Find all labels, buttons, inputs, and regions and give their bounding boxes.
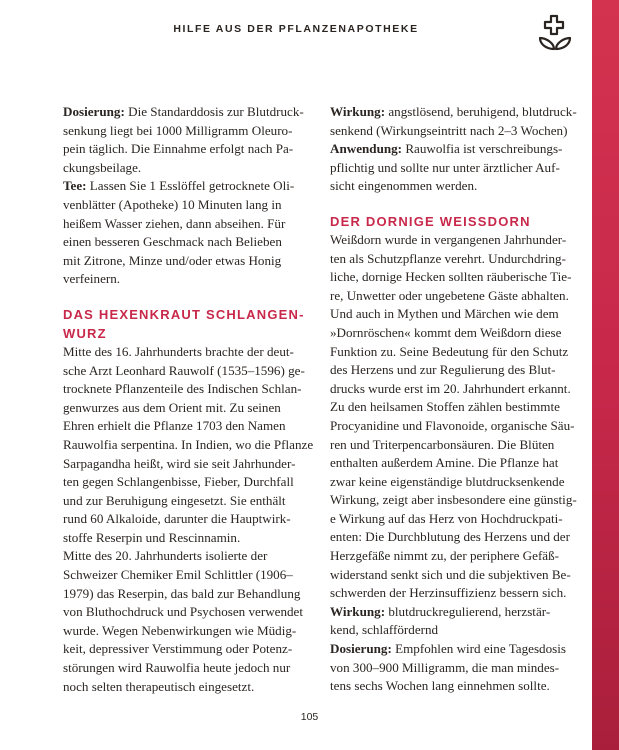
text-line: von Bluthochdruck und Psychosen verwendet <box>63 604 304 620</box>
text-line: Schweizer Chemiker Emil Schlittler (1906– <box>63 567 293 583</box>
text-line: venblätter (Apotheke) 10 Minuten lang in <box>63 196 282 212</box>
text-line: Rauwolfia ist verschreibungs- <box>402 141 563 157</box>
tee-paragraph <box>63 177 313 289</box>
text-line: ren und Triterpencarbonsäuren. Die Blüten <box>330 436 555 452</box>
text-line: Lassen Sie 1 Esslöffel getrocknete Oli- <box>86 178 295 194</box>
text-line: Weißdorn wurde in vergangenen Jahrhunder- <box>330 231 567 247</box>
text-line: »Dornröschen« kommt dem Weißdorn diese <box>330 324 562 340</box>
text-line: senkung liegt bei 1000 Milligramm Oleuro- <box>63 122 293 138</box>
text-line: einen besseren Geschmack nach Belieben <box>63 234 282 250</box>
text-line: ten gegen Schlangenbisse, Fieber, Durchfall <box>63 474 294 490</box>
text-line: Rauwolfia serpentina. In Indien, wo die Pflanze <box>63 436 314 452</box>
text-line: Sarpagandha heißt, wird sie seit Jahrhunder- <box>63 455 296 471</box>
text-line: noch selten therapeutisch eingesetzt. <box>63 678 255 694</box>
text-line: Zu den heilsamen Stoffen zählen bestimmte <box>330 399 560 415</box>
tee-label: Tee: <box>63 178 87 194</box>
left-column <box>63 103 313 696</box>
text-line: Funktion zu. Seine Bedeutung für den Schutz <box>330 343 569 359</box>
wirkung-label: Wirkung: <box>330 104 386 119</box>
text-line: verfeinern. <box>63 271 121 287</box>
wirkung2-label: Wirkung: <box>330 603 386 619</box>
text-line: e Wirkung auf das Herz von Hochdruckpati- <box>330 510 563 526</box>
text-line: drucks wurde erst im 20. Jahrhundert erkannt. <box>330 380 571 396</box>
text-line: pflichtig und sollte nur unter ärztlicher Auf- <box>330 159 560 175</box>
right-column <box>330 103 580 696</box>
text-line: störungen wird Rauwolfia heute jedoch nur <box>63 660 291 676</box>
text-line: Procyanidine und Flavonoide, organische Säu- <box>330 417 575 433</box>
text-line: schwerden der Herzinsuffizienz bessern sich. <box>330 585 567 601</box>
text-line: trocknete Pflanzenteile des Indischen Schlan- <box>63 381 302 397</box>
anwendung-label: Anwendung: <box>330 141 403 157</box>
page-number: 105 <box>300 711 319 723</box>
text-line: zwar keine eigenständige blutdrucksenkende <box>330 473 565 489</box>
text-line: enten: Die Durchblutung des Herzens und der <box>330 529 570 545</box>
running-header: HILFE AUS DER PFLANZENAPOTHEKE <box>173 23 419 35</box>
text-line: mit Zitrone, Minze und/oder etwas Honig <box>63 252 282 268</box>
wirkung2-paragraph <box>330 603 580 640</box>
text-line: von 300–900 Milligramm, die man mindes- <box>330 659 560 675</box>
section-heading-weissdorn: DER DORNIGE WEISSDORN <box>330 213 531 229</box>
heading-line: DAS HEXENKRAUT SCHLANGEN- <box>63 306 305 322</box>
text-line: ckungsbeilage. <box>63 159 142 175</box>
text-line: stoffe Reserpin und Rescinnamin. <box>63 529 241 545</box>
text-line: rund 60 Alkaloide, darunter die Hauptwirk- <box>63 511 291 527</box>
text-line: senkend (Wirkungseintritt nach 2–3 Wochen) <box>330 122 568 138</box>
text-line: kend, schlaffördernd <box>330 622 439 638</box>
text-line: und zur Beruhigung eingesetzt. Sie enthält <box>63 492 286 508</box>
anwendung-paragraph <box>330 140 580 196</box>
sidebar-accent-stripe <box>592 0 619 750</box>
schlangenwurz-body <box>63 343 313 696</box>
text-line: widerstand senkt sich und die subjektiven Be- <box>330 566 571 582</box>
heading-line: WURZ <box>63 325 107 341</box>
text-line: Empfohlen wird eine Tagesdosis <box>391 641 566 657</box>
wirkung-paragraph <box>330 103 580 140</box>
dosierung2-label: Dosierung: <box>330 641 392 657</box>
text-line: Herzgefäße nimmt zu, der periphere Gefäß- <box>330 548 560 564</box>
text-line: tens sechs Wochen lang einnehmen sollte. <box>330 678 550 694</box>
text-line: heißem Wasser ziehen, dann abseihen. Für <box>63 215 286 231</box>
text-line: angstlösend, beruhigend, blutdruck- <box>385 104 577 119</box>
text-line: enthalten außerdem Amine. Die Pflanze hat <box>330 455 559 471</box>
text-line: sicht eingenommen werden. <box>330 178 478 194</box>
text-line: Und auch in Mythen und Märchen wie dem <box>330 306 559 322</box>
text-line: Ehren erhielt die Pflanze 1703 den Namen <box>63 418 286 434</box>
dosierung2-paragraph <box>330 640 580 696</box>
cross-plant-icon <box>536 13 576 53</box>
text-line: genwurzes aus dem Orient mit. Zu seinen <box>63 399 281 415</box>
weissdorn-body <box>330 231 580 603</box>
text-line: re, Unwetter oder ungebetene Gäste abhalten. <box>330 287 569 303</box>
text-line: Mitte des 20. Jahrhunderts isolierte der <box>63 548 268 564</box>
text-line: sche Arzt Leonhard Rauwolf (1535–1596) ge- <box>63 362 305 378</box>
dosierung-paragraph <box>63 103 313 177</box>
text-line: 1979) das Reserpin, das bald zur Behandlung <box>63 585 301 601</box>
text-line: Wirkung, zeigt aber insbesondere eine günstig- <box>330 492 577 508</box>
text-line: wurde. Wegen Nebenwirkungen wie Müdig- <box>63 622 297 638</box>
dosierung-label: Dosierung: <box>63 104 125 119</box>
section-heading-schlangenwurz <box>63 305 313 343</box>
text-line: liche, dornige Hecken sollten räuberische Tie- <box>330 269 572 285</box>
text-line: des Herzens und zur Regulierung des Blut- <box>330 362 556 378</box>
text-line: ten als Schutzpflanze verehrt. Undurchdring- <box>330 250 566 266</box>
text-line: keit, depressiver Verstimmung oder Potenz- <box>63 641 293 657</box>
text-line: Mitte des 16. Jahrhunderts brachte der deut- <box>63 343 294 359</box>
text-line: pein täglich. Die Einnahme erfolgt nach Pa- <box>63 141 294 157</box>
text-line: blutdruckregulierend, herzstär- <box>385 603 551 619</box>
text-line: Die Standarddosis zur Blutdruck- <box>124 104 304 119</box>
